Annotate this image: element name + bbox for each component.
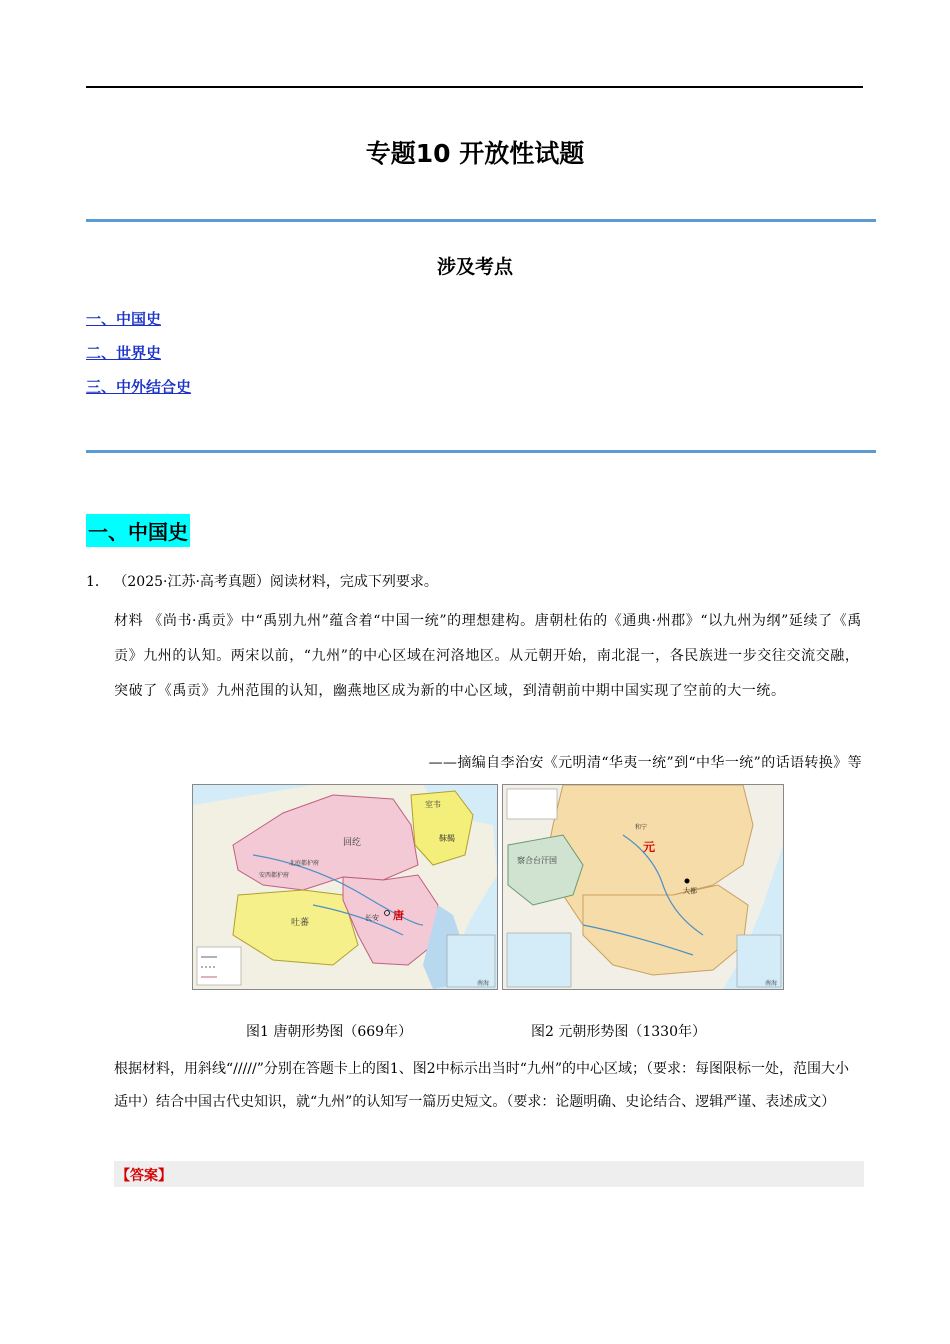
map1-label-capital: 长安	[365, 914, 379, 922]
map2-label-chagatai: 察合台汗国	[517, 856, 557, 865]
map2-label-nanhai: 南海	[765, 980, 778, 987]
tang-map	[192, 784, 498, 990]
map1-caption: 图1 唐朝形势图（669年）	[246, 1024, 413, 1040]
map1-label-mohe: 靺鞨	[439, 834, 455, 843]
map1-label-tubo: 吐蕃	[291, 918, 310, 928]
map2-caption: 图2 元朝形势图（1330年）	[531, 1024, 706, 1040]
map1-label-nanhai: 南海	[477, 980, 490, 987]
section-heading: 一、中国史	[86, 514, 190, 547]
map2-label-dynasty: 元	[643, 840, 656, 854]
answer-bar	[114, 1161, 864, 1187]
answer-label: 【答案】	[116, 1168, 172, 1184]
map2-label-helin: 和宁	[635, 824, 648, 831]
toc-bottom-rule	[86, 450, 876, 453]
map1-label-huihe: 回纥	[343, 838, 362, 848]
map1-label-beiting: 北庭都护府	[289, 860, 320, 867]
material-citation: ——摘编自李治安《元明清“华夷一统”到“中华一统”的话语转换》等	[428, 755, 862, 771]
map1-label-dynasty: 唐	[393, 909, 404, 922]
map1-label-shiwei: 室韦	[425, 800, 441, 809]
tang-map-graphic	[193, 785, 497, 989]
toc-link-world-history[interactable]: 二、世界史	[86, 344, 162, 362]
header-rule	[86, 86, 863, 88]
question-header	[86, 571, 438, 591]
yuan-map-graphic	[503, 785, 783, 989]
yuan-map	[502, 784, 784, 990]
toc-link-combined-history[interactable]: 三、中外结合史	[86, 378, 192, 396]
question-requirement: 根据材料，用斜线“/////”分别在答题卡上的图1、图2中标示出当时“九州”的中心区域；（要求：每图限标一处，范围大小适中）结合中国古代史知识，就“九州”的认知写一篇历史短文。（要求：论题明确、史论结合、逻辑严谨、表述成文）	[114, 1061, 850, 1110]
page-title: 专题10 开放性试题	[365, 139, 585, 168]
material-text: 材料 《尚书·禹贡》中“禹别九州”蕴含着“中国一统”的理想建构。唐朝杜佑的《通典·州郡》“以九州为纲”延续了《禹贡》九州的认知。两宋以前，“九州”的中心区域在河洛地区。从元朝开始，南北混一，各民族进一步交往交流交融，突破了《禹贡》九州范围的认知，幽燕地区成为新的中心区域，到清朝前中期中国实现了空前的大一统。	[114, 613, 862, 699]
toc-top-rule	[86, 219, 876, 222]
question-source: （2025·江苏·高考真题）阅读材料，完成下列要求。	[113, 574, 438, 590]
map1-label-anxi: 安西都护府	[259, 872, 290, 879]
toc-link-chinese-history[interactable]: 一、中国史	[86, 310, 162, 328]
map2-label-capital: 大都	[683, 887, 697, 895]
toc-heading: 涉及考点	[436, 256, 513, 278]
question-number: 1．	[86, 574, 109, 590]
